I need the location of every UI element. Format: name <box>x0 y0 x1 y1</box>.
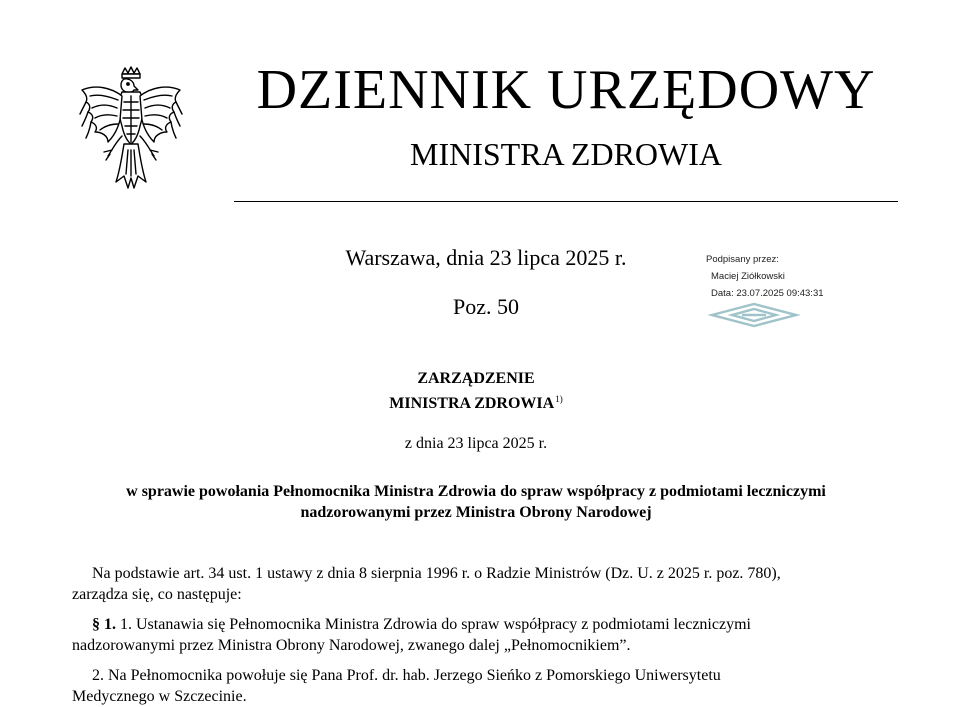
eagle-emblem-icon <box>72 66 190 194</box>
section-1-line2: nadzorowanymi przez Ministra Obrony Narodowej, zwanego dalej „Pełnomocnikiem”. <box>72 637 631 654</box>
issue-position: Poz. 50 <box>453 294 519 319</box>
footnote-mark: 1) <box>555 394 563 404</box>
section-2-line2: Medycznego w Szczecinie. <box>72 688 247 705</box>
order-subject <box>60 481 892 523</box>
signature-signer: Maciej Ziółkowski <box>711 271 785 282</box>
signature-label: Podpisany przez: <box>706 254 779 265</box>
masthead-divider <box>234 201 898 202</box>
order-subject-line2: nadzorowanymi przez Ministra Obrony Narodowej <box>300 504 652 521</box>
masthead-subtitle: MINISTRA ZDROWIA <box>410 136 722 172</box>
order-subject-line1: w sprawie powołania Pełnomocnika Ministra Zdrowia do spraw współpracy z podmiotami leczniczymi <box>126 483 826 500</box>
signature-logo-icon <box>708 302 800 328</box>
section-1-line1: 1. Ustanawia się Pełnomocnika Ministra Zdrowia do spraw współpracy z podmiotami leczniczymi <box>120 616 751 633</box>
issue-date: Warszawa, dnia 23 lipca 2025 r. <box>345 245 627 270</box>
order-heading-line1: ZARZĄDZENIE <box>417 370 535 387</box>
legal-basis-line2: zarządza się, co następuje: <box>72 586 242 603</box>
legal-basis-paragraph <box>72 563 894 605</box>
signature-block <box>706 251 906 302</box>
section-1-paragraph-2 <box>72 665 894 707</box>
legal-basis-line1: Na podstawie art. 34 ust. 1 ustawy z dnia 8 sierpnia 1996 r. o Radzie Ministrów (Dz. U. z 2025 r. poz. 780), <box>92 565 781 582</box>
section-1-paragraph-1 <box>72 614 894 656</box>
signature-date: Data: 23.07.2025 09:43:31 <box>711 288 824 299</box>
order-heading <box>280 368 672 414</box>
masthead-title: DZIENNIK URZĘDOWY <box>256 59 876 121</box>
order-heading-line2: MINISTRA ZDROWIA <box>389 395 555 412</box>
section-2-line1: 2. Na Pełnomocnika powołuje się Pana Prof. dr. hab. Jerzego Sieńko z Pomorskiego Uniwersytetu <box>92 667 721 684</box>
order-date: z dnia 23 lipca 2025 r. <box>404 435 548 452</box>
section-1-marker: § 1. <box>92 616 116 633</box>
